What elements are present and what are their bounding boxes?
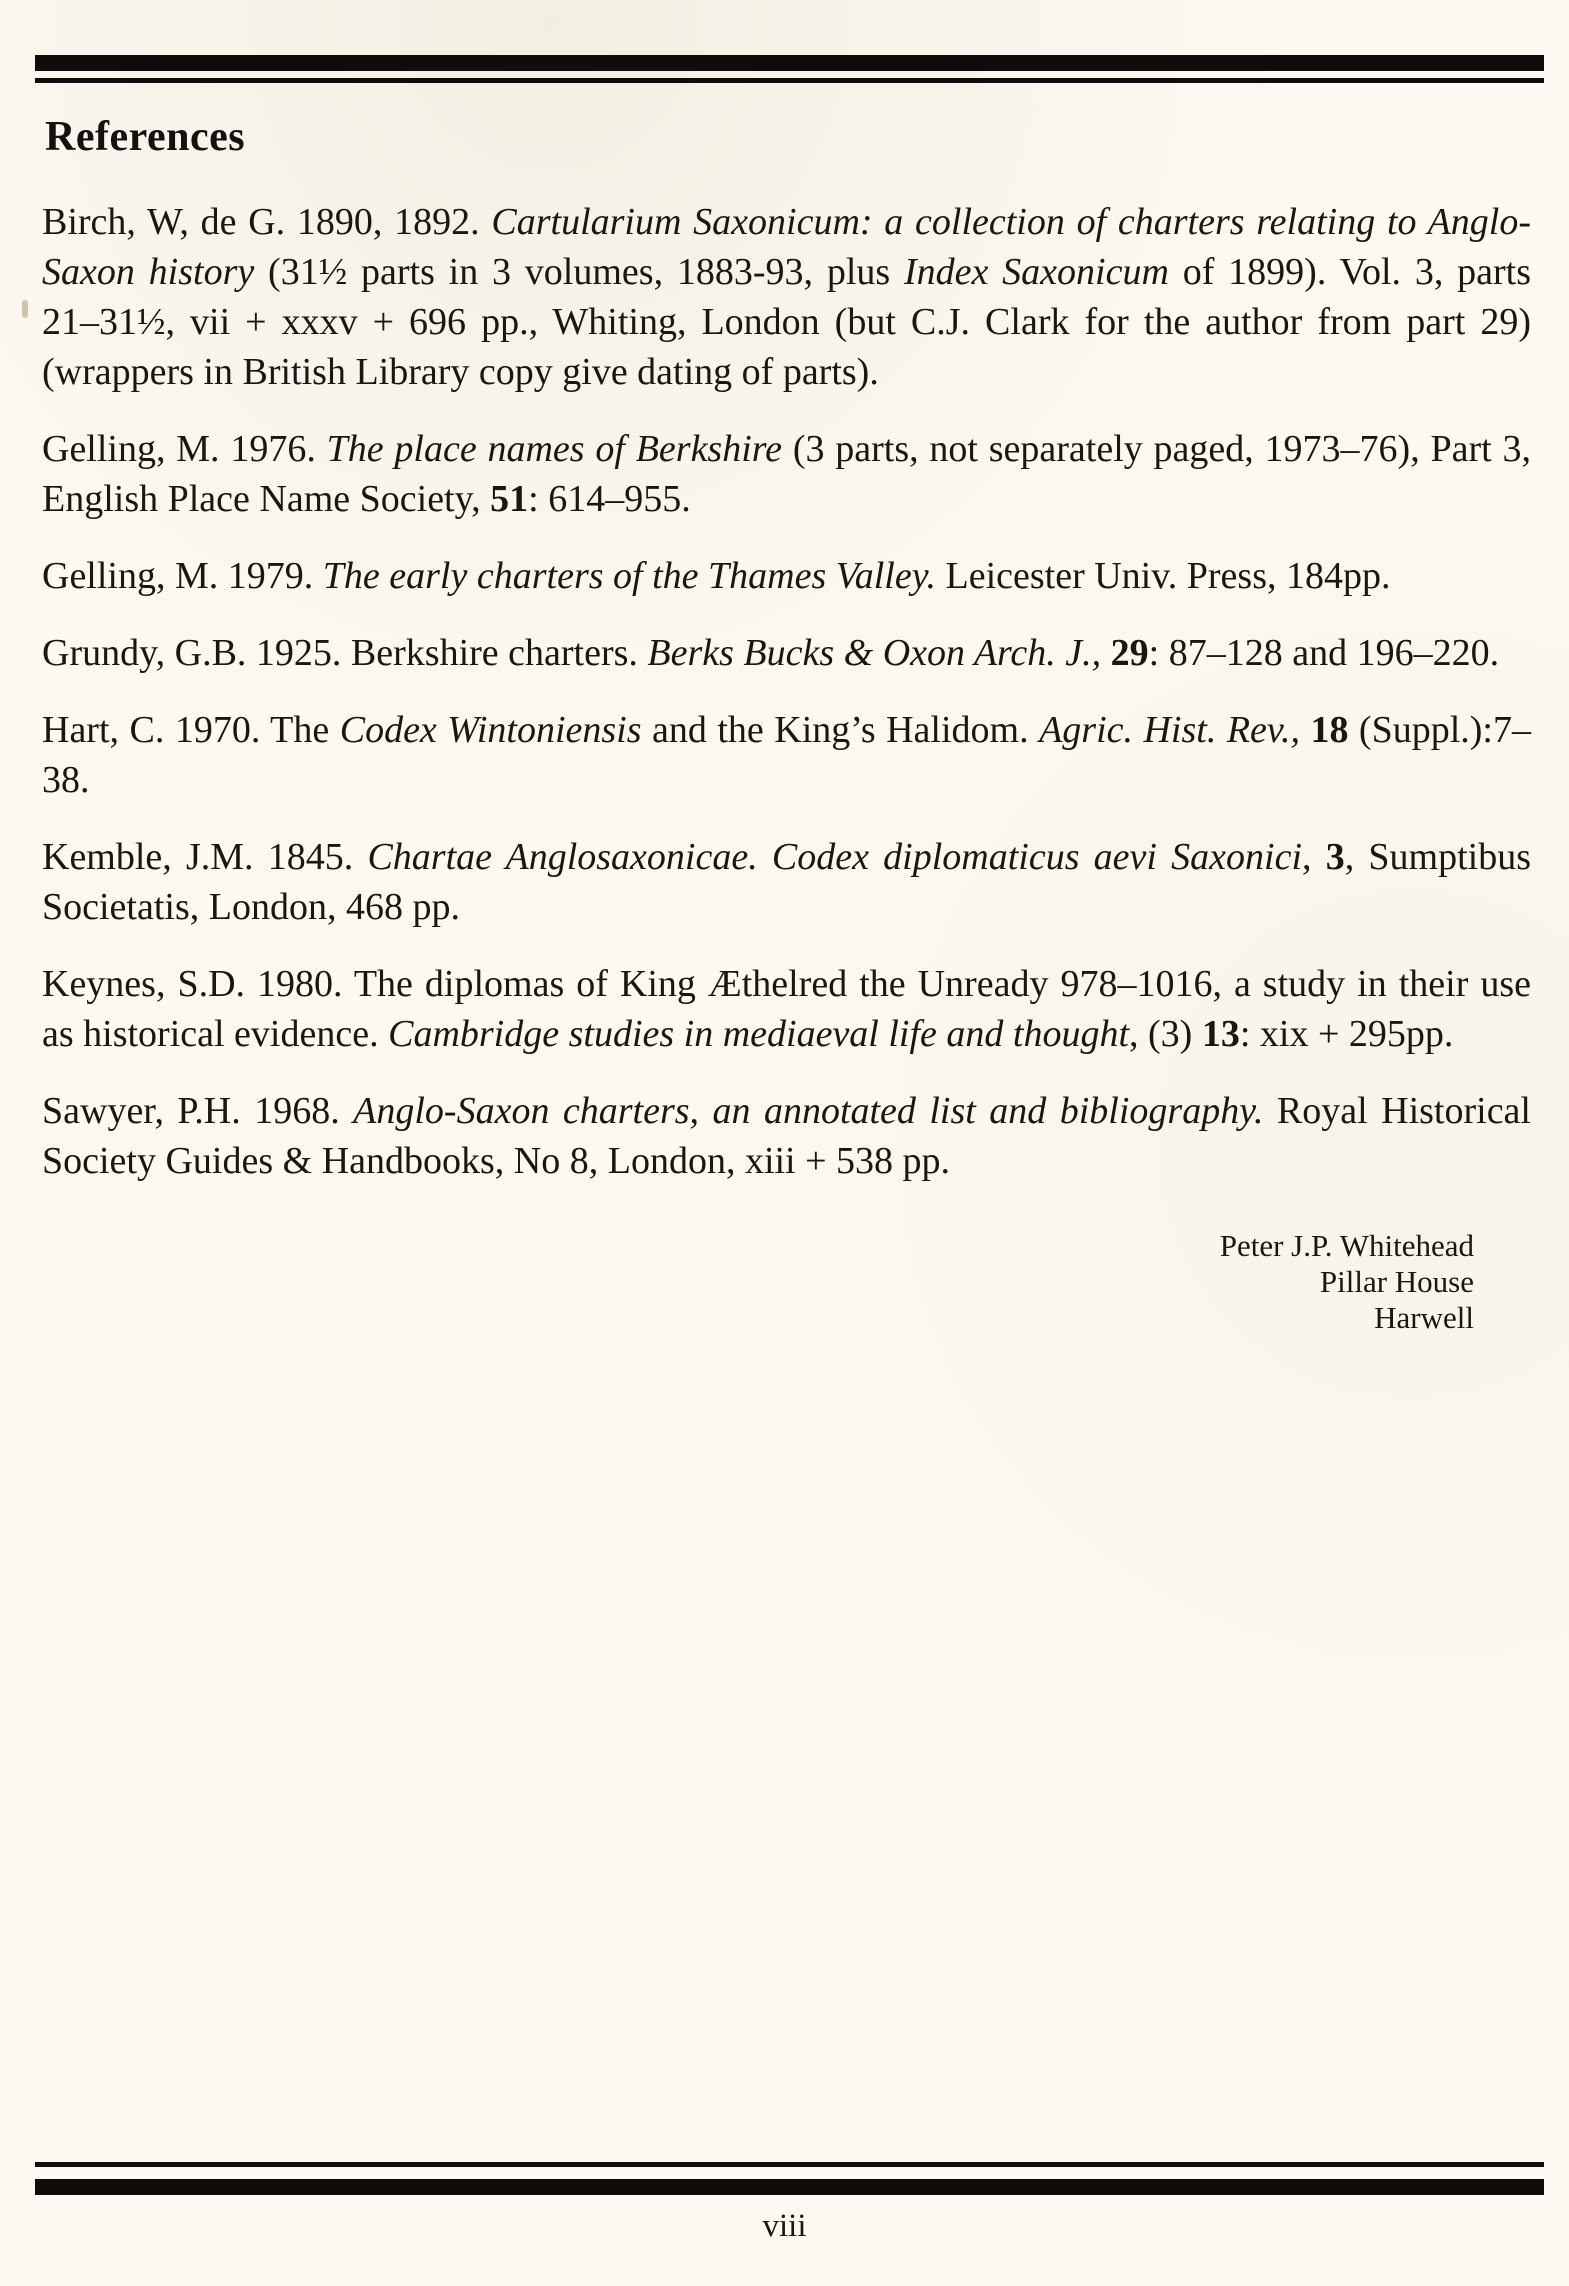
top-rule-thin [35, 78, 1544, 83]
reference-segment: Cartularium Saxonicum: a collection of charters relating to Anglo-Saxon history [42, 201, 1531, 293]
reference-segment: 13 [1201, 1013, 1240, 1055]
reference-segment: The early charters of the Thames Valley. [322, 555, 936, 597]
reference-segment: Royal Historical Society Guides & Handbooks, No 8, London, xiii + 538 pp. [42, 1090, 1531, 1182]
reference-entry [42, 424, 1531, 524]
reference-segment: Berks Bucks & Oxon Arch. J., [647, 632, 1102, 674]
reference-entry [42, 197, 1531, 397]
reference-segment: : 614–955. [528, 478, 691, 520]
page-number: viii [762, 2208, 807, 2244]
reference-segment: Keynes, S.D. 1980. The diplomas of King Æthelred the Unready 978–1016, a study in their use as historical evidence. [42, 963, 1531, 1055]
reference-entry [42, 1086, 1531, 1186]
reference-entry [42, 628, 1531, 678]
reference-segment: Sawyer, P.H. 1968. [42, 1090, 354, 1132]
reference-segment: : xix + 295pp. [1239, 1013, 1454, 1055]
reference-segment: and the King’s Halidom. [641, 709, 1040, 751]
scan-artifact [22, 300, 28, 318]
signature-line: Harwell [1374, 1300, 1474, 1335]
reference-segment: Cambridge studies in mediaeval life and thought [388, 1013, 1130, 1055]
reference-segment: Gelling, M. 1976. [42, 428, 327, 470]
top-rule-thick [35, 55, 1544, 71]
reference-segment: : 87–128 and 196–220. [1148, 632, 1500, 674]
reference-segment: , [1302, 836, 1326, 878]
reference-segment: 3 [1325, 836, 1345, 878]
reference-segment: Grundy, G.B. 1925. Berkshire charters. [42, 632, 648, 674]
signature-block [42, 1228, 1474, 1336]
page-footer [0, 2162, 1569, 2245]
reference-segment: Index Saxonicum [903, 251, 1169, 293]
reference-segment: Kemble, J.M. 1845. [42, 836, 368, 878]
reference-segment: of 1899). Vol. 3, parts 21–31½, vii + xxxv + 696 pp., Whiting, London (but C.J. Clark for the author from part 29) (wrappers in British Library copy give dating of parts). [42, 251, 1531, 393]
reference-segment: 29 [1110, 632, 1149, 674]
reference-segment: (31½ parts in 3 volumes, 1883-93, plus [254, 251, 904, 293]
reference-segment: Birch, W, de G. 1890, 1892. [42, 201, 492, 243]
signature-line: Pillar House [1319, 1264, 1474, 1299]
reference-segment [1101, 632, 1111, 674]
reference-segment: , Sumptibus Societatis, London, 468 pp. [42, 836, 1531, 928]
bottom-rule-thick [35, 2179, 1544, 2195]
page-title: References [45, 114, 246, 160]
page-header-rules [0, 55, 1569, 83]
reference-entry [42, 959, 1531, 1059]
reference-segment: Anglo-Saxon charters, an annotated list and bibliography. [353, 1090, 1264, 1132]
signature-line: Peter J.P. Whitehead [1219, 1228, 1474, 1263]
reference-segment: Leicester Univ. Press, 184pp. [935, 555, 1391, 597]
references-list [42, 197, 1531, 1186]
reference-entry [42, 705, 1531, 805]
reference-entry [42, 551, 1531, 601]
reference-segment: The place names of Berkshire [326, 428, 783, 470]
reference-segment: Agric. Hist. Rev., [1039, 709, 1311, 751]
reference-segment: (Suppl.):7–38. [42, 709, 1531, 801]
reference-entry [42, 832, 1531, 932]
reference-segment: Gelling, M. 1979. [42, 555, 323, 597]
reference-segment: Chartae Anglosaxonicae. Codex diplomaticus aevi Saxonici [367, 836, 1303, 878]
reference-segment: Hart, C. 1970. The [42, 709, 340, 751]
reference-segment: Codex Wintoniensis [339, 709, 642, 751]
reference-segment: , (3) [1129, 1013, 1202, 1055]
bottom-rule-thin [35, 2162, 1544, 2167]
reference-segment: 51 [490, 478, 529, 520]
reference-segment: 18 [1310, 709, 1349, 751]
reference-segment: (3 parts, not separately paged, 1973–76), Part 3, English Place Name Society, [42, 428, 1531, 520]
